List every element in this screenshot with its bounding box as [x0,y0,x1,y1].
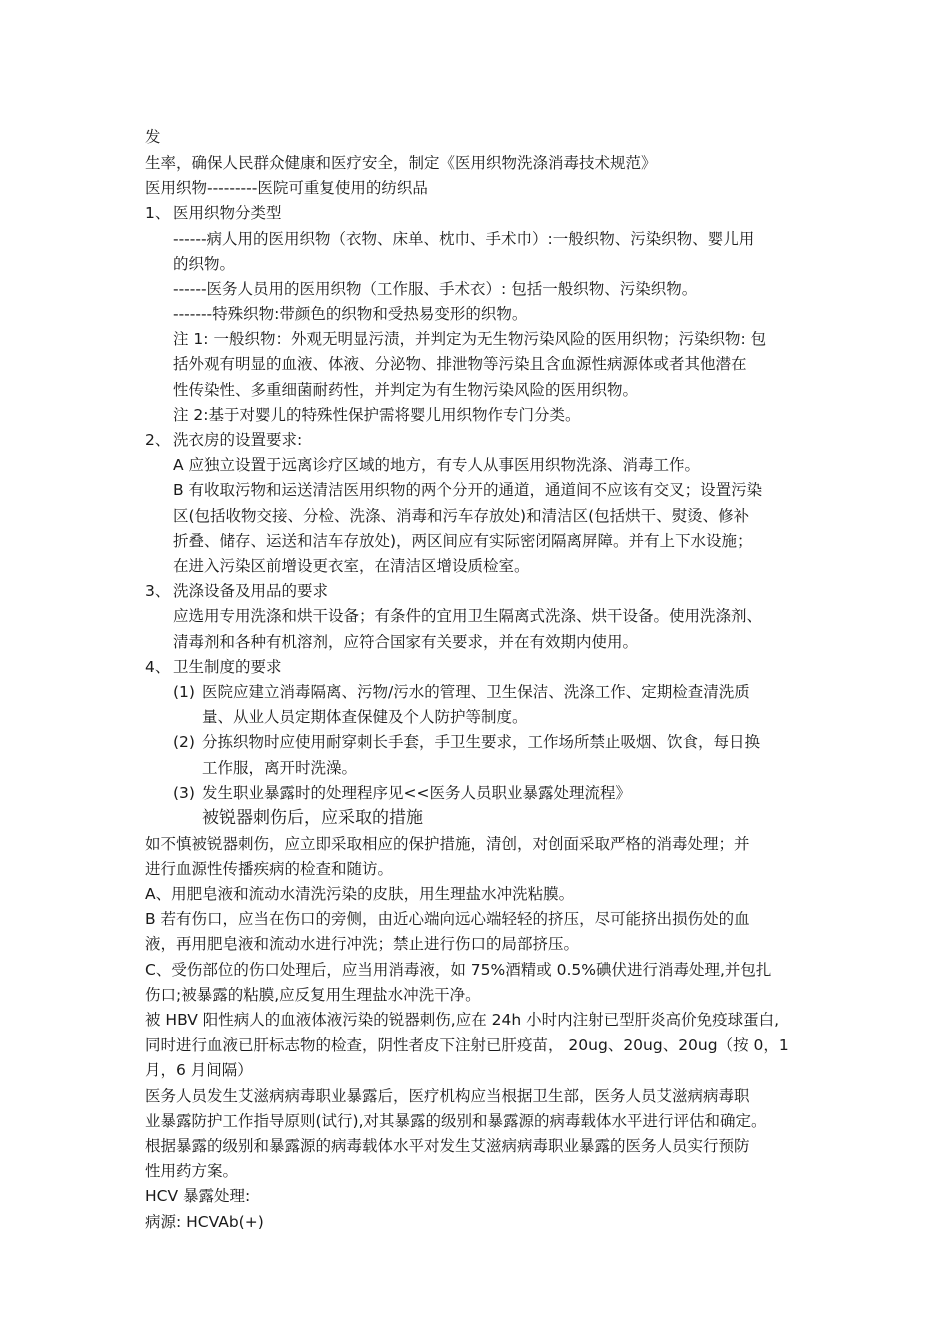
list-item-number: (1) [173,683,195,701]
text-line: 同时进行血液已肝标志物的检查，阴性者皮下注射已肝疫苗， 20ug、20ug、20ug（按 0，1 [145,1036,789,1054]
text-line: B 有收取污物和运送清洁医用织物的两个分开的通道，通道间不应该有交叉；设置污染 [173,481,763,499]
text-line: 医用织物---------医院可重复使用的纺织品 [145,179,428,197]
section-number: 3、 [145,582,171,600]
text-line: 根据暴露的级别和暴露源的病毒载体水平对发生艾滋病病毒职业暴露的医务人员实行预防 [145,1137,750,1155]
text-line: 病源: HCVAb(+) [145,1213,264,1231]
note-line: 性传染性、多重细菌耐药性，并判定为有生物污染风险的医用织物。 [173,381,639,399]
note-line: 注 2:基于对婴儿的特殊性保护需将婴儿用织物作专门分类。 [173,406,581,424]
text-line: 如不慎被锐器刺伤，应立即采取相应的保护措施，清创，对创面采取严格的消毒处理；并 [145,835,750,853]
text-line: 月，6 月间隔） [145,1061,253,1079]
text-line: -------特殊织物:带颜色的织物和受热易变形的织物。 [173,305,528,323]
text-line: 被 HBV 阳性病人的血液体液污染的锐器刺伤,应在 24h 小时内注射已型肝炎高价免疫球蛋白, [145,1011,780,1029]
list-item-text: 发生职业暴露时的处理程序见<<医务人员职业暴露处理流程》 [202,784,631,802]
text-line: 生率，确保人民群众健康和医疗安全，制定《医用织物洗涤消毒技术规范》 [145,154,657,172]
list-item-text: 分拣织物时应使用耐穿刺长手套，手卫生要求，工作场所禁止吸烟、饮食，每日换 [202,733,761,751]
section-number: 1、 [145,204,171,222]
note-line: 括外观有明显的血液、体液、分泌物、排泄物等污染且含血源性病源体或者其他潜在 [173,355,747,373]
text-line: 在进入污染区前增设更衣室，在清洁区增设质检室。 [173,557,530,575]
text-line: ------病人用的医用织物（衣物、床单、枕巾、手术巾）:一般织物、污染织物、婴儿用 [173,230,755,248]
section-title: 洗衣房的设置要求: [173,431,303,449]
text-line: 进行血源性传播疾病的检查和随访。 [145,860,394,878]
text-line: 发 [145,128,161,146]
section-title: 洗涤设备及用品的要求 [173,582,329,600]
list-item-text: 量、从业人员定期体查保健及个人防护等制度。 [202,708,528,726]
text-line: 业暴露防护工作指导原则(试行),对其暴露的级别和暴露源的病毒载体水平进行评估和确定。 [145,1112,767,1130]
text-line: A 应独立设置于远离诊疗区域的地方，有专人从事医用织物洗涤、消毒工作。 [173,456,701,474]
text-line: 区(包括收物交接、分检、洗涤、消毒和污车存放处)和清洁区(包括烘干、熨烫、修补 [173,507,750,525]
list-item-number: (2) [173,733,195,751]
text-line: 医务人员发生艾滋病病毒职业暴露后，医疗机构应当根据卫生部，医务人员艾滋病病毒职 [145,1087,750,1105]
text-line: 折叠、储存、运送和洁车存放处)，两区间应有实际密闭隔离屏障。并有上下水设施； [173,532,753,550]
text-line: B 若有伤口，应当在伤口的旁侧，由近心端向远心端轻轻的挤压，尽可能挤出损伤处的血 [145,910,750,928]
list-item-text: 工作服，离开时洗澡。 [202,759,358,777]
text-line: A、用肥皂液和流动水清洗污染的皮肤，用生理盐水冲洗粘膜。 [145,885,575,903]
text-line: C、受伤部位的伤口处理后，应当用消毒液，如 75%酒精或 0.5%碘伏进行消毒处理,并包扎 [145,961,772,979]
text-line: 伤口;被暴露的粘膜,应反复用生理盐水冲洗干净。 [145,986,481,1004]
note-line: 注 1: 一般织物：外观无明显污渍，并判定为无生物污染风险的医用织物；污染织物: 包 [173,330,767,348]
section-heading: 被锐器刺伤后，应采取的措施 [202,808,423,828]
section-title: 医用织物分类型 [173,204,282,222]
section-number: 2、 [145,431,171,449]
text-line: 性用药方案。 [145,1162,239,1180]
text-line: ------医务人员用的医用织物（工作服、手术衣）: 包括一般织物、污染织物。 [173,280,698,298]
list-item-number: (3) [173,784,195,802]
text-line: 应选用专用洗涤和烘干设备；有条件的宜用卫生隔离式洗涤、烘干设备。使用洗涤剂、 [173,607,763,625]
section-number: 4、 [145,658,171,676]
text-line: 液，再用肥皂液和流动水进行冲洗；禁止进行伤口的局部挤压。 [145,935,580,953]
text-line: HCV 暴露处理: [145,1187,251,1205]
text-line: 的织物。 [173,255,236,273]
section-title: 卫生制度的要求 [173,658,282,676]
text-line: 清毒剂和各种有机溶剂，应符合国家有关要求，并在有效期内使用。 [173,633,639,651]
list-item-text: 医院应建立消毒隔离、污物/污水的管理、卫生保洁、洗涤工作、定期检查清洗质 [202,683,750,701]
